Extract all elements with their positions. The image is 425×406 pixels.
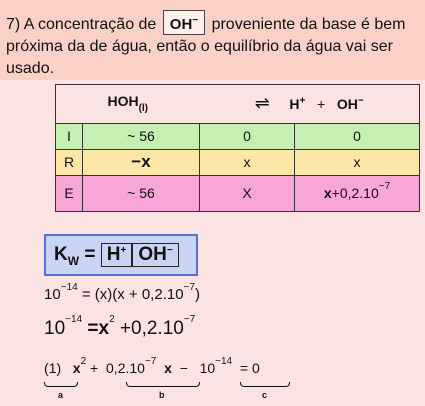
oh-concentration: OH− <box>132 243 178 267</box>
kw-expression: $K_W = H^+$ OH− <box>44 234 198 276</box>
label-a: a <box>58 390 64 400</box>
ice-header-row: $HOH_{(l)}$ ⇌ H+ + OH− <box>56 85 420 124</box>
ice-row-equilibrium: E ~ 56 X $x+0,2.10^{-7}$ <box>56 175 420 211</box>
equation-3: (1) $x^2 + 0,2.10^{-7}$ x − $10^{-14} = 0$ <box>44 356 260 376</box>
brace-a <box>44 382 78 387</box>
label-b: b <box>159 390 165 400</box>
ice-table <box>55 84 420 212</box>
brace-c <box>240 382 290 387</box>
ice-row-reaction: R −x x x <box>56 149 420 175</box>
label-c: c <box>262 390 268 400</box>
hydroxide-box: OH− <box>163 10 205 35</box>
equation-2: $10^{-14} =x^2 +0,2.10^{-7}$ <box>44 314 196 339</box>
brace-b <box>126 382 200 387</box>
h-concentration: H+ <box>101 243 133 267</box>
ice-row-initial: I ~ 56 0 0 <box>56 123 420 149</box>
equilibrium-arrow: ⇌ <box>254 93 270 114</box>
intro-text: 7) A concentração de OH− proveniente da base é bem próxima da de água, então o equilíbrio da água vai ser usado. <box>6 10 421 80</box>
equation-1: $10^{-14} = (x)(x + 0,2.10^{-7})$ <box>44 282 200 303</box>
